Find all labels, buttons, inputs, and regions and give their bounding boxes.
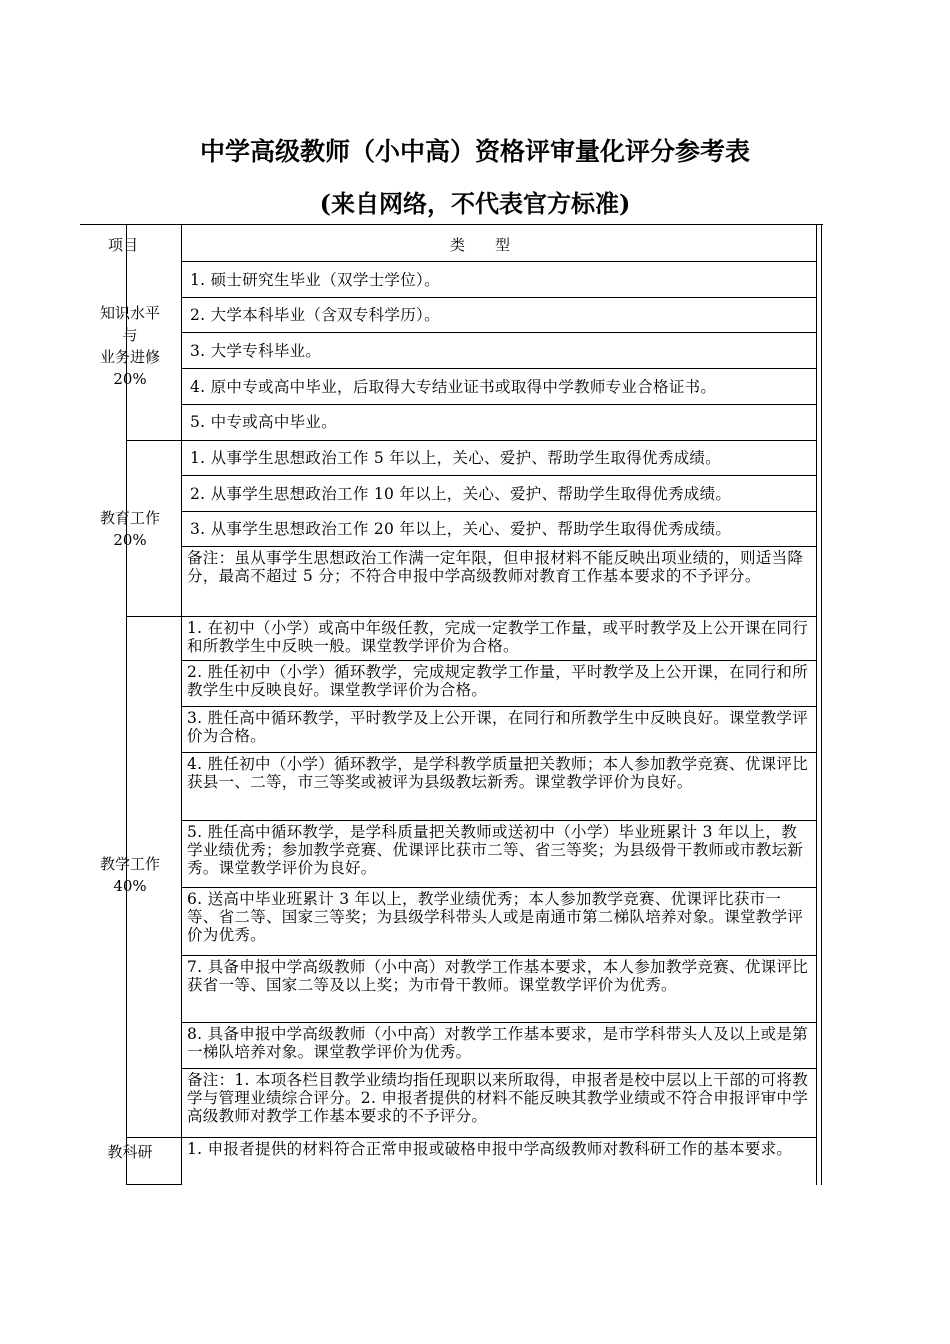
section-label-research: 教科研 <box>107 1143 153 1161</box>
section-label-teaching: 教学工作 40% <box>99 855 160 895</box>
header-type: 类 型 <box>450 236 511 254</box>
table-row: 3. 胜任高中循环教学，平时教学及上公开课，在同行和所教学生中反映良好。课堂教学评价为合格。 <box>187 709 809 745</box>
table-row: 3. 大学专科毕业。 <box>190 341 322 360</box>
table-row: 2. 从事学生思想政治工作 10 年以上，关心、爱护、帮助学生取得优秀成绩。 <box>190 484 732 503</box>
table-row: 5. 中专或高中毕业。 <box>190 413 338 431</box>
table-top-border <box>80 224 823 225</box>
table-row: 1. 申报者提供的材料符合正常申报或破格申报中学高级教师对教科研工作的基本要求。 <box>187 1140 793 1158</box>
table-row-note: 备注：1. 本项各栏目教学业绩均指任现职以来所取得，申报者是校中层以上干部的可将教学与管理业绩综合评分。2. 申报者提供的材料不能反映其教学业绩或不符合申报评审中学高级教师对教学工作基本要求的不予评分。 <box>187 1071 809 1125</box>
table-row: 6. 送高中毕业班累计 3 年以上，教学业绩优秀；本人参加教学竞赛、优课评比获市一等、省二等、国家三等奖；为县级学科带头人或是南通市第二梯队培养对象。课堂教学评价为优秀。 <box>187 890 804 944</box>
page-title: 中学高级教师（小中高）资格评审量化评分参考表 <box>199 137 750 166</box>
table-row: 8. 具备申报中学高级教师（小中高）对教学工作基本要求，是市学科带头人及以上或是第一梯队培养对象。课堂教学评价为优秀。 <box>187 1025 809 1061</box>
table-row: 4. 胜任初中（小学）循环教学，是学科教学质量把关教师；本人参加教学竞赛、优课评比获县一、二等，市三等奖或被评为县级教坛新秀。课堂教学评价为良好。 <box>187 755 809 791</box>
table-row: 4. 原中专或高中毕业，后取得大专结业证书或取得中学教师专业合格证书。 <box>190 377 717 396</box>
section-label-education: 教育工作 20% <box>99 509 160 549</box>
table-row: 2. 胜任初中（小学）循环教学，完成规定教学工作量，平时教学及上公开课，在同行和所教学生中反映良好。课堂教学评价为合格。 <box>187 663 809 699</box>
table-row: 1. 硕士研究生毕业（双学士学位）。 <box>190 270 440 289</box>
table-row: 5. 胜任高中循环教学，是学科质量把关教师或送初中（小学）毕业班累计 3 年以上，教学业绩优秀；参加教学竞赛、优课评比获市二等、省三等奖；为县级骨干教师或市教坛新秀。课堂教学评价为良好。 <box>187 823 804 877</box>
page-subtitle: (来自网络，不代表官方标准) <box>319 189 631 218</box>
table-row: 1. 从事学生思想政治工作 5 年以上，关心、爱护、帮助学生取得优秀成绩。 <box>190 449 722 467</box>
table-row: 2. 大学本科毕业（含双专科学历）。 <box>190 306 440 324</box>
table-row-note: 备注：虽从事学生思想政治工作满一定年限，但申报材料不能反映出项业绩的，则适当降分，最高不超过 5 分；不符合申报中学高级教师对教育工作基本要求的不予评分。 <box>187 549 804 585</box>
header-project: 项目 <box>108 236 139 254</box>
table-row: 7. 具备申报中学高级教师（小中高）对教学工作基本要求，本人参加教学竞赛、优课评比获省一等、国家二等及以上奖；为市骨干教师。课堂教学评价为优秀。 <box>187 958 809 994</box>
table-row: 3. 从事学生思想政治工作 20 年以上，关心、爱护、帮助学生取得优秀成绩。 <box>190 520 732 538</box>
table-bottom-border <box>126 1184 182 1185</box>
table-row: 1. 在初中（小学）或高中年级任教，完成一定教学工作量，或平时教学及上公开课在同行和所教学生中反映一般。课堂教学评价为合格。 <box>187 619 809 655</box>
section-label-knowledge: 知识水平 与 业务进修 20% <box>99 304 160 388</box>
table-right-border-outer <box>821 224 822 1185</box>
